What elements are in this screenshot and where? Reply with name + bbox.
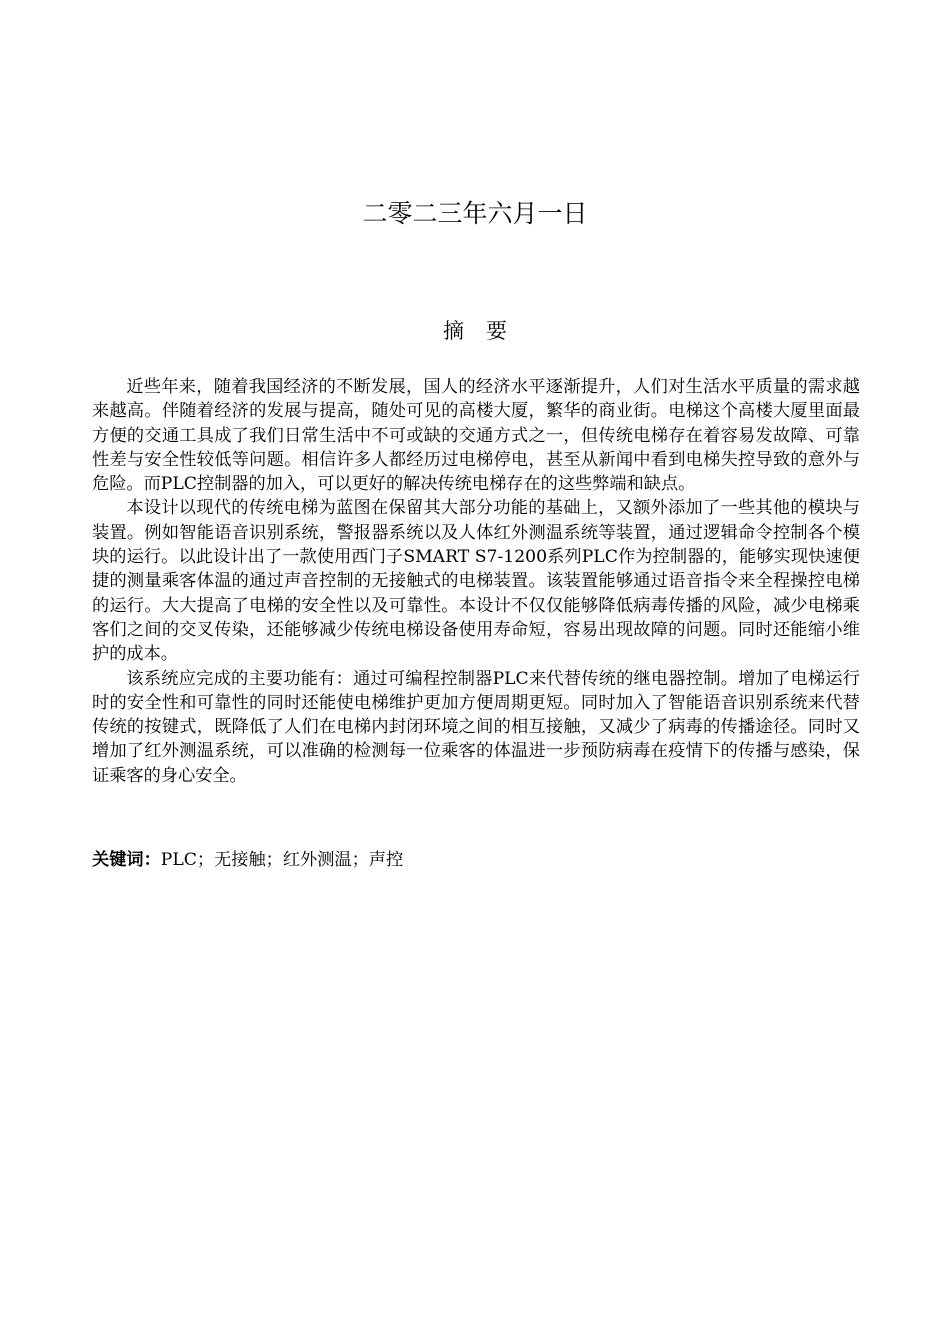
- abstract-body: [92, 375, 860, 788]
- date-line: 二零二三年六月一日: [362, 199, 588, 228]
- keywords-label: 关键词：: [92, 850, 161, 870]
- abstract-paragraph-1: 近些年来，随着我国经济的不断发展，国人的经济水平逐渐提升，人们对生活水平质量的需求越来越高。伴随着经济的发展与提高，随处可见的高楼大厦，繁华的商业街。电梯这个高楼大厦里面最方便的交通工具成了我们日常生活中不可或缺的交通方式之一，但传统电梯存在着容易发故障、可靠性差与安全性较低等问题。相信许多人都经历过电梯停电，甚至从新闻中看到电梯失控导致的意外与危险。而PLC控制器的加入，可以更好的解决传统电梯存在的这些弊端和缺点。: [92, 377, 860, 495]
- abstract-paragraph-2: 本设计以现代的传统电梯为蓝图在保留其大部分功能的基础上，又额外添加了一些其他的模块与装置。例如智能语音识别系统，警报器系统以及人体红外测温系统等装置，通过逻辑命令控制各个模块的运行。以此设计出了一款使用西门子SMART S7-1200系列PLC作为控制器的，能够实现快速便捷的测量乘客体温的通过声音控制的无接触式的电梯装置。该装置能够通过语音指令来全程操控电梯的运行。大大提高了电梯的安全性以及可靠性。本设计不仅仅能够降低病毒传播的风险，减少电梯乘客们之间的交叉传染，还能够减少传统电梯设备使用寿命短，容易出现故障的问题。同时还能缩小维护的成本。: [92, 498, 860, 665]
- keywords-line: [92, 848, 860, 872]
- abstract-title: 摘要: [443, 319, 529, 343]
- keywords-text: PLC；无接触；红外测温；声控: [160, 850, 404, 870]
- abstract-paragraph-3: 该系统应完成的主要功能有：通过可编程控制器PLC来代替传统的继电器控制。增加了电梯运行时的安全性和可靠性的同时还能使电梯维护更加方便周期更短。同时加入了智能语音识别系统来代替传统的按键式，既降低了人们在电梯内封闭环境之间的相互接触，又减少了病毒的传播途径。同时又增加了红外测温系统，可以准确的检测每一位乘客的体温进一步预防病毒在疫情下的传播与感染，保证乘客的身心安全。: [92, 668, 860, 786]
